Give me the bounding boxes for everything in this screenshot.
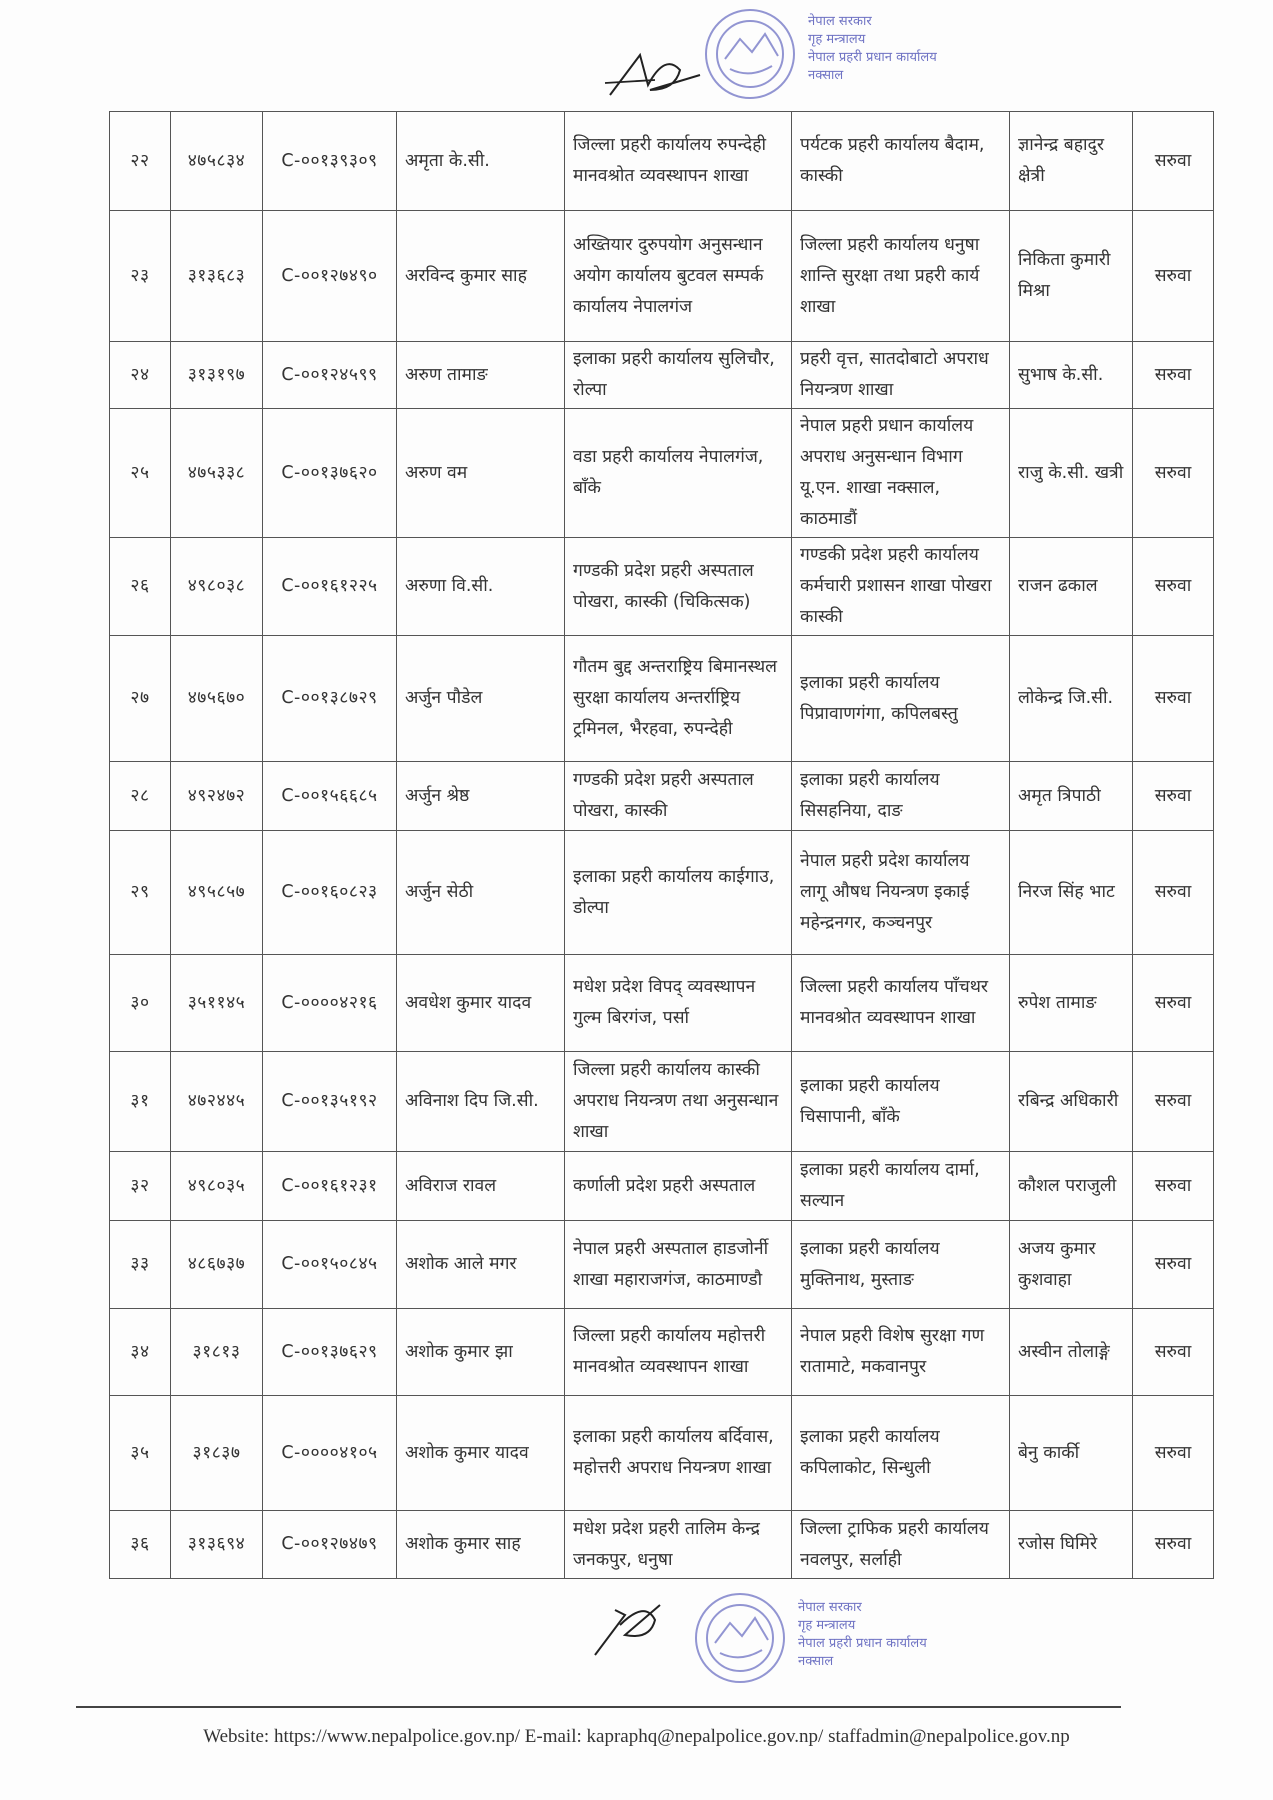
new-office: इलाका प्रहरी कार्यालय मुक्तिनाथ, मुस्ताङ	[792, 1221, 1010, 1309]
replacement-name: निकिता कुमारी मिश्रा	[1010, 211, 1133, 342]
personnel-number: ४९८०३५	[171, 1152, 263, 1221]
replacement-name: ज्ञानेन्द्र बहादुर क्षेत्री	[1010, 112, 1133, 211]
personnel-number: ३१३६८३	[171, 211, 263, 342]
new-office: प्रहरी वृत्त, सातदोबाटो अपराध नियन्त्रण शाखा	[792, 342, 1010, 409]
employee-name: अवधेश कुमार यादव	[397, 955, 565, 1052]
new-office: नेपाल प्रहरी विशेष सुरक्षा गण रातामाटे, मकवानपुर	[792, 1309, 1010, 1396]
table-row	[110, 1221, 1214, 1309]
table-row	[110, 211, 1214, 342]
employee-code: C-००१३७६२९	[263, 1309, 397, 1396]
serial-number: २७	[110, 636, 171, 762]
table-row	[110, 112, 1214, 211]
personnel-number: ३१३६९४	[171, 1511, 263, 1579]
current-office: वडा प्रहरी कार्यालय नेपालगंज, बाँके	[565, 409, 792, 538]
new-office: जिल्ला ट्राफिक प्रहरी कार्यालय नवलपुर, सर्लाही	[792, 1511, 1010, 1579]
status-cell: सरुवा	[1133, 1396, 1214, 1511]
serial-number: ३१	[110, 1052, 171, 1152]
current-office: जिल्ला प्रहरी कार्यालय कास्की अपराध नियन्त्रण तथा अनुसन्धान शाखा	[565, 1052, 792, 1152]
personnel-number: ४८६७३७	[171, 1221, 263, 1309]
new-office: इलाका प्रहरी कार्यालय चिसापानी, बाँके	[792, 1052, 1010, 1152]
employee-name: अरुण तामाङ	[397, 342, 565, 409]
table-row	[110, 831, 1214, 955]
personnel-number: ३१८३७	[171, 1396, 263, 1511]
table-row	[110, 762, 1214, 831]
status-cell: सरुवा	[1133, 762, 1214, 831]
serial-number: २९	[110, 831, 171, 955]
status-cell: सरुवा	[1133, 409, 1214, 538]
current-office: जिल्ला प्रहरी कार्यालय रुपन्देही मानवश्रोत व्यवस्थापन शाखा	[565, 112, 792, 211]
employee-name: अशोक आले मगर	[397, 1221, 565, 1309]
employee-code: C-००१६१२२५	[263, 538, 397, 636]
personnel-number: ३१८१३	[171, 1309, 263, 1396]
new-office: इलाका प्रहरी कार्यालय कपिलाकोट, सिन्धुली	[792, 1396, 1010, 1511]
footer-contact: Website: https://www.nepalpolice.gov.np/ E-mail: kapraphq@nepalpolice.gov.np/ staffadmin@nepalpolice.gov.np	[203, 1726, 1070, 1747]
serial-number: ३२	[110, 1152, 171, 1221]
replacement-name: रबिन्द्र अधिकारी	[1010, 1052, 1133, 1152]
status-cell: सरुवा	[1133, 1511, 1214, 1579]
seal-text-top-2: गृह मन्त्रालय	[808, 32, 866, 47]
status-cell: सरुवा	[1133, 1221, 1214, 1309]
status-cell: सरुवा	[1133, 955, 1214, 1052]
status-cell: सरुवा	[1133, 112, 1214, 211]
status-cell: सरुवा	[1133, 1052, 1214, 1152]
serial-number: २३	[110, 211, 171, 342]
current-office: इलाका प्रहरी कार्यालय बर्दिवास, महोत्तरी अपराध नियन्त्रण शाखा	[565, 1396, 792, 1511]
seal-text-bottom-2: गृह मन्त्रालय	[798, 1618, 856, 1633]
table-row	[110, 1511, 1214, 1579]
seal-text-top-1: नेपाल सरकार	[808, 14, 872, 29]
employee-code: C-००१३९३०९	[263, 112, 397, 211]
current-office: इलाका प्रहरी कार्यालय काईगाउ, डोल्पा	[565, 831, 792, 955]
serial-number: ३६	[110, 1511, 171, 1579]
employee-name: अरुणा वि.सी.	[397, 538, 565, 636]
replacement-name: अस्वीन तोलाङ्गे	[1010, 1309, 1133, 1396]
table-row	[110, 636, 1214, 762]
current-office: मधेश प्रदेश विपद् व्यवस्थापन गुल्म बिरगंज, पर्सा	[565, 955, 792, 1052]
seal-text-top-3: नेपाल प्रहरी प्रधान कार्यालय	[808, 50, 937, 65]
table-row	[110, 409, 1214, 538]
serial-number: २४	[110, 342, 171, 409]
current-office: नेपाल प्रहरी अस्पताल हाडजोर्नी शाखा महाराजगंज, काठमाण्डौ	[565, 1221, 792, 1309]
table-row	[110, 1396, 1214, 1511]
replacement-name: रुपेश तामाङ	[1010, 955, 1133, 1052]
replacement-name: लोकेन्द्र जि.सी.	[1010, 636, 1133, 762]
employee-code: C-००१६१२३१	[263, 1152, 397, 1221]
status-cell: सरुवा	[1133, 831, 1214, 955]
current-office: मधेश प्रदेश प्रहरी तालिम केन्द्र जनकपुर, धनुषा	[565, 1511, 792, 1579]
replacement-name: सुभाष के.सी.	[1010, 342, 1133, 409]
personnel-number: ३५११४५	[171, 955, 263, 1052]
personnel-number: ४७२४४५	[171, 1052, 263, 1152]
personnel-number: ४७५३३८	[171, 409, 263, 538]
status-cell: सरुवा	[1133, 211, 1214, 342]
replacement-name: राजन ढकाल	[1010, 538, 1133, 636]
table-row	[110, 1152, 1214, 1221]
employee-name: अविराज रावल	[397, 1152, 565, 1221]
transfer-table	[109, 111, 1214, 1579]
employee-code: C-००१२४५९९	[263, 342, 397, 409]
current-office: जिल्ला प्रहरी कार्यालय महोत्तरी मानवश्रोत व्यवस्थापन शाखा	[565, 1309, 792, 1396]
status-cell: सरुवा	[1133, 342, 1214, 409]
personnel-number: ४९५८५७	[171, 831, 263, 955]
current-office: कर्णाली प्रदेश प्रहरी अस्पताल	[565, 1152, 792, 1221]
new-office: नेपाल प्रहरी प्रधान कार्यालय अपराध अनुसन्धान विभाग यू.एन. शाखा नक्साल, काठमाडौं	[792, 409, 1010, 538]
serial-number: ३३	[110, 1221, 171, 1309]
new-office: इलाका प्रहरी कार्यालय सिसहनिया, दाङ	[792, 762, 1010, 831]
new-office: नेपाल प्रहरी प्रदेश कार्यालय लागू औषध नियन्त्रण इकाई महेन्द्रनगर, कञ्चनपुर	[792, 831, 1010, 955]
signature-bottom	[590, 1595, 680, 1665]
serial-number: ३०	[110, 955, 171, 1052]
employee-name: अरविन्द कुमार साह	[397, 211, 565, 342]
serial-number: २५	[110, 409, 171, 538]
employee-name: अशोक कुमार यादव	[397, 1396, 565, 1511]
serial-number: ३५	[110, 1396, 171, 1511]
seal-text-top-4: नक्साल	[808, 68, 844, 83]
employee-code: C-००१६०८२३	[263, 831, 397, 955]
employee-code: C-००१५०८४५	[263, 1221, 397, 1309]
personnel-number: ४९८०३८	[171, 538, 263, 636]
employee-name: अर्जुन सेठी	[397, 831, 565, 955]
employee-code: C-००००४२१६	[263, 955, 397, 1052]
current-office: गण्डकी प्रदेश प्रहरी अस्पताल पोखरा, कास्की (चिकित्सक)	[565, 538, 792, 636]
employee-name: अमृता के.सी.	[397, 112, 565, 211]
employee-name: अरुण वम	[397, 409, 565, 538]
employee-name: अविनाश दिप जि.सी.	[397, 1052, 565, 1152]
employee-code: C-००१५६६८५	[263, 762, 397, 831]
status-cell: सरुवा	[1133, 1152, 1214, 1221]
personnel-number: ४७५६७०	[171, 636, 263, 762]
official-seal-top	[700, 4, 800, 104]
serial-number: २६	[110, 538, 171, 636]
status-cell: सरुवा	[1133, 636, 1214, 762]
employee-code: C-००१३८७२९	[263, 636, 397, 762]
current-office: गण्डकी प्रदेश प्रहरी अस्पताल पोखरा, कास्की	[565, 762, 792, 831]
table-row	[110, 1052, 1214, 1152]
new-office: गण्डकी प्रदेश प्रहरी कार्यालय कर्मचारी प्रशासन शाखा पोखरा कास्की	[792, 538, 1010, 636]
new-office: जिल्ला प्रहरी कार्यालय धनुषा शान्ति सुरक्षा तथा प्रहरी कार्य शाखा	[792, 211, 1010, 342]
table-row	[110, 342, 1214, 409]
seal-text-bottom-4: नक्साल	[798, 1654, 834, 1669]
new-office: इलाका प्रहरी कार्यालय पिप्रावाणगंगा, कपिलबस्तु	[792, 636, 1010, 762]
new-office: पर्यटक प्रहरी कार्यालय बैदाम, कास्की	[792, 112, 1010, 211]
current-office: इलाका प्रहरी कार्यालय सुलिचौर, रोल्पा	[565, 342, 792, 409]
employee-code: C-००००४१०५	[263, 1396, 397, 1511]
personnel-number: ४९२४७२	[171, 762, 263, 831]
footer-divider	[76, 1706, 1121, 1708]
seal-text-bottom-3: नेपाल प्रहरी प्रधान कार्यालय	[798, 1636, 927, 1651]
table-row	[110, 955, 1214, 1052]
replacement-name: बेनु कार्की	[1010, 1396, 1133, 1511]
employee-code: C-००१३७६२०	[263, 409, 397, 538]
serial-number: २८	[110, 762, 171, 831]
replacement-name: अजय कुमार कुशवाहा	[1010, 1221, 1133, 1309]
serial-number: २२	[110, 112, 171, 211]
replacement-name: राजु के.सी. खत्री	[1010, 409, 1133, 538]
seal-text-bottom-1: नेपाल सरकार	[798, 1600, 862, 1615]
official-seal-bottom	[690, 1588, 790, 1688]
new-office: जिल्ला प्रहरी कार्यालय पाँचथर मानवश्रोत व्यवस्थापन शाखा	[792, 955, 1010, 1052]
current-office: अख्तियार दुरुपयोग अनुसन्धान अयोग कार्यालय बुटवल सम्पर्क कार्यालय नेपालगंज	[565, 211, 792, 342]
status-cell: सरुवा	[1133, 538, 1214, 636]
replacement-name: निरज सिंह भाट	[1010, 831, 1133, 955]
employee-name: अर्जुन पौडेल	[397, 636, 565, 762]
personnel-number: ३१३१९७	[171, 342, 263, 409]
status-cell: सरुवा	[1133, 1309, 1214, 1396]
employee-name: अशोक कुमार साह	[397, 1511, 565, 1579]
employee-code: C-००१२७४७९	[263, 1511, 397, 1579]
replacement-name: अमृत त्रिपाठी	[1010, 762, 1133, 831]
employee-name: अशोक कुमार झा	[397, 1309, 565, 1396]
signature-top	[600, 45, 710, 105]
replacement-name: रजोस घिमिरे	[1010, 1511, 1133, 1579]
table-row	[110, 1309, 1214, 1396]
employee-code: C-००१३५१९२	[263, 1052, 397, 1152]
employee-code: C-००१२७४९०	[263, 211, 397, 342]
table-row	[110, 538, 1214, 636]
personnel-number: ४७५८३४	[171, 112, 263, 211]
replacement-name: कौशल पराजुली	[1010, 1152, 1133, 1221]
current-office: गौतम बुद्द अन्तराष्ट्रिय बिमानस्थल सुरक्षा कार्यालय अन्तर्राष्ट्रिय ट्रमिनल, भैरहवा, रुपन्देही	[565, 636, 792, 762]
employee-name: अर्जुन श्रेष्ठ	[397, 762, 565, 831]
serial-number: ३४	[110, 1309, 171, 1396]
new-office: इलाका प्रहरी कार्यालय दार्मा, सल्यान	[792, 1152, 1010, 1221]
